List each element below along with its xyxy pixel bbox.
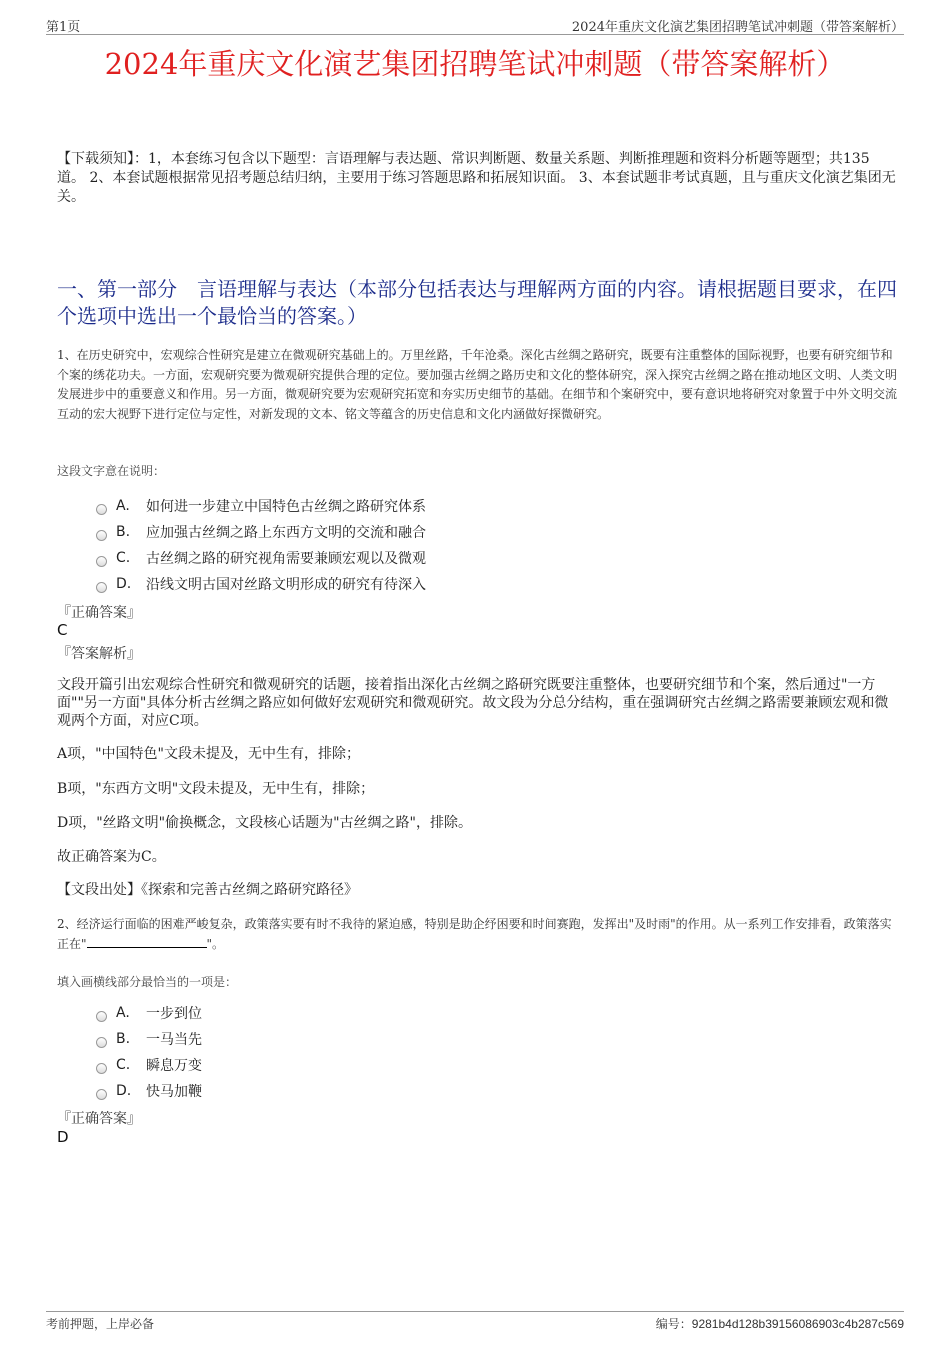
- footer-serial: 编号：9281b4d128b39156086903c4b287c569: [655, 1317, 904, 1331]
- question-1-stem: 1、在历史研究中，宏观综合性研究是建立在微观研究基础上的。万里丝路，千年沧桑。深化古丝绸之路研究，既要有注重整体的国际视野，也要有研究细节和个案的绣花功夫。一方面，宏观研究要为微观研究提供合理的定位。要加强古丝绸之路历史和文化的整体研究，深入探究古丝绸之路在推动地区文明、人类文明发展进步中的重要意义和作用。另一方面，微观研究要为宏观研究拓宽和夯实历史细节的基础。在细节和个案研究中，要有意识地将研究对象置于中外文明交流互动的宏大视野下进行定位与定性，对新发现的文本、铭文等蕴含的历史信息和文化内涵做好探微研究。: [57, 348, 898, 421]
- radio-button[interactable]: [96, 582, 107, 593]
- analysis-label: 『答案解析』: [57, 646, 141, 662]
- option-c[interactable]: C. 瞬息万变: [96, 1052, 202, 1078]
- page-footer: [46, 1311, 904, 1332]
- analysis-paragraph: 文段开篇引出宏观综合性研究和微观研究的话题，接着指出深化古丝绸之路研究既要注重整体，也要研究细节和个案，然后通过"一方面""另一方面"具体分析古丝绸之路应如何做好宏观研究和微观研究。故文段为分总分结构，重在强调研究古丝绸之路需要兼顾宏观和微观两个方面，对应C项。: [57, 677, 889, 729]
- radio-button[interactable]: [96, 1063, 107, 1074]
- radio-button[interactable]: [96, 1037, 107, 1048]
- correct-answer: C: [57, 621, 68, 639]
- option-d[interactable]: D. 沿线文明古国对丝路文明形成的研究有待深入: [96, 571, 426, 597]
- option-c[interactable]: C. 古丝绸之路的研究视角需要兼顾宏观以及微观: [96, 545, 426, 571]
- radio-button[interactable]: [96, 1011, 107, 1022]
- option-b[interactable]: B. 应加强古丝绸之路上东西方文明的交流和融合: [96, 519, 426, 545]
- option-a[interactable]: A. 如何进一步建立中国特色古丝绸之路研究体系: [96, 493, 426, 519]
- correct-answer: D: [57, 1128, 69, 1146]
- section-heading: 一、第一部分 言语理解与表达（本部分包括表达与理解两方面的内容。请根据题目要求，在四个选项中选出一个最恰当的答案。）: [57, 277, 897, 328]
- radio-button[interactable]: [96, 530, 107, 541]
- option-b[interactable]: B. 一马当先: [96, 1026, 202, 1052]
- radio-button[interactable]: [96, 556, 107, 567]
- download-notice: 【下载须知】：1，本套练习包含以下题型：言语理解与表达题、常识判断题、数量关系题、判断推理题和资料分析题等题型；共135道。 2、本套试题根据常见招考题总结归纳，主要用于练习答题思路和拓展知识面。 3、本套试题非考试真题，且与重庆文化演艺集团无关。: [57, 151, 896, 205]
- question-2-stem: 2、经济运行面临的困难严峻复杂，政策落实要有时不我待的紧迫感，特别是助企纾困要和时间赛跑，发挥出"及时雨"的作用。从一系列工作安排看，政策落实正在" "。: [57, 917, 892, 951]
- option-d[interactable]: D. 快马加鞭: [96, 1078, 202, 1104]
- correct-answer-label: 『正确答案』: [57, 1111, 141, 1127]
- question-2-prompt: 填入画横线部分最恰当的一项是：: [57, 975, 238, 989]
- analysis-source: 【文段出处】《探索和完善古丝绸之路研究路径》: [57, 882, 358, 898]
- page-number: 第1页: [46, 20, 81, 35]
- footer-slogan: 考前押题，上岸必备: [46, 1317, 155, 1331]
- analysis-option-a: A项，"中国特色"文段未提及，无中生有，排除；: [57, 746, 360, 762]
- page-header: [46, 14, 904, 35]
- radio-button[interactable]: [96, 1089, 107, 1100]
- question-1-prompt: 这段文字意在说明：: [57, 464, 166, 478]
- analysis-conclusion: 故正确答案为C。: [57, 849, 166, 865]
- question-1-options: [96, 493, 426, 597]
- question-2-options: [96, 1000, 202, 1104]
- header-doc-title: 2024年重庆文化演艺集团招聘笔试冲刺题（带答案解析）: [571, 20, 904, 35]
- radio-button[interactable]: [96, 504, 107, 515]
- analysis-option-d: D项，"丝路文明"偷换概念，文段核心话题为"古丝绸之路"，排除。: [57, 815, 472, 831]
- correct-answer-label: 『正确答案』: [57, 605, 141, 621]
- option-a[interactable]: A. 一步到位: [96, 1000, 202, 1026]
- analysis-option-b: B项，"东西方文明"文段未提及，无中生有，排除；: [57, 781, 375, 797]
- fill-blank: [87, 947, 207, 948]
- document-title: 2024年重庆文化演艺集团招聘笔试冲刺题（带答案解析）: [104, 47, 846, 81]
